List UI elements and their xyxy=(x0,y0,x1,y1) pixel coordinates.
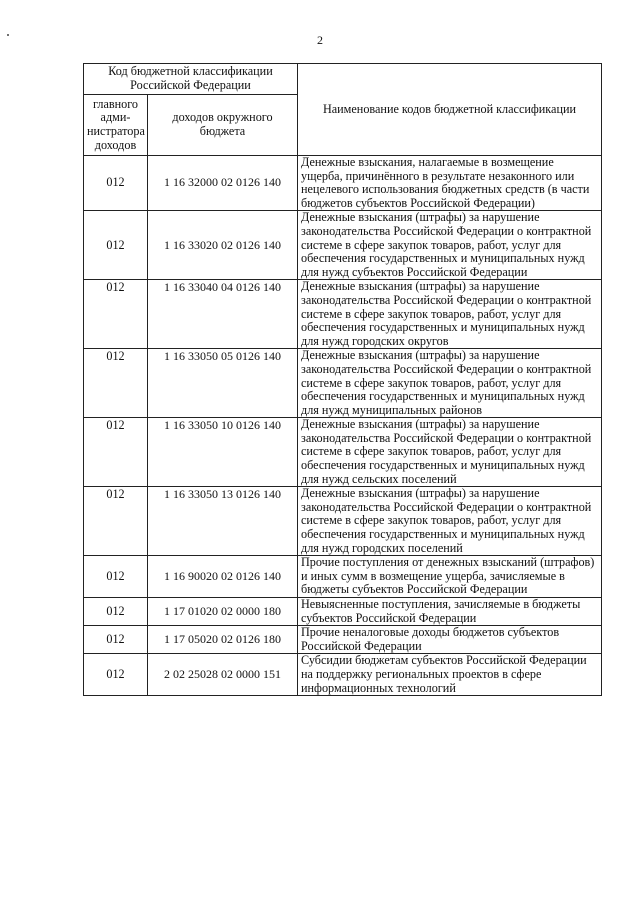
table-row xyxy=(84,487,602,556)
code-name: Невыясненные поступления, зачисляемые в бюджеты субъектов Российской Федерации xyxy=(298,598,602,626)
table-header-row xyxy=(84,64,602,95)
table-row xyxy=(84,211,602,280)
code-name: Денежные взыскания, налагаемые в возмещение ущерба, причинённого в результате незаконного или нецелевого использования бюджетных средств (в части бюджетов субъектов Российской Федерации) xyxy=(298,156,602,211)
table-row xyxy=(84,598,602,626)
admin-code: 012 xyxy=(84,598,148,626)
admin-code: 012 xyxy=(84,156,148,211)
budget-classification-table xyxy=(83,63,602,696)
table-row xyxy=(84,626,602,654)
page-number: 2 xyxy=(317,33,323,47)
admin-code: 012 xyxy=(84,418,148,487)
budget-code: 1 16 33020 02 0126 140 xyxy=(148,211,298,280)
code-name: Прочие поступления от денежных взысканий (штрафов) и иных сумм в возмещение ущерба, зачисляемые в бюджеты субъектов Российской Федерации xyxy=(298,556,602,598)
code-name: Денежные взыскания (штрафы) за нарушение законодательства Российской Федерации о контрактной системе в сфере закупок товаров, работ, услуг для обеспечения государственных и муниципальных нужд для нужд муниципальных районов xyxy=(298,349,602,418)
table-row xyxy=(84,654,602,696)
budget-code: 1 16 90020 02 0126 140 xyxy=(148,556,298,598)
budget-code: 1 17 05020 02 0126 180 xyxy=(148,626,298,654)
table-row xyxy=(84,418,602,487)
header-name-column: Наименование кодов бюджетной классификации xyxy=(298,64,602,156)
header-admin-column: главного адми-нистратора доходов xyxy=(84,95,148,156)
table-row xyxy=(84,556,602,598)
code-name: Денежные взыскания (штрафы) за нарушение законодательства Российской Федерации о контрактной системе в сфере закупок товаров, работ, услуг для обеспечения государственных и муниципальных нужд для нужд субъектов Российской Федерации xyxy=(298,211,602,280)
code-name: Денежные взыскания (штрафы) за нарушение законодательства Российской Федерации о контрактной системе в сфере закупок товаров, работ, услуг для обеспечения государственных и муниципальных нужд для нужд сельских поселений xyxy=(298,418,602,487)
header-group-title: Код бюджетной классификации Российской Федерации xyxy=(84,64,298,95)
budget-code: 1 16 33040 04 0126 140 xyxy=(148,280,298,349)
admin-code: 012 xyxy=(84,349,148,418)
admin-code: 012 xyxy=(84,280,148,349)
code-name: Денежные взыскания (штрафы) за нарушение законодательства Российской Федерации о контрактной системе в сфере закупок товаров, работ, услуг для обеспечения государственных и муниципальных нужд для нужд городских округов xyxy=(298,280,602,349)
table-row xyxy=(84,280,602,349)
admin-code: 012 xyxy=(84,654,148,696)
budget-code: 1 16 33050 10 0126 140 xyxy=(148,418,298,487)
budget-code: 1 16 32000 02 0126 140 xyxy=(148,156,298,211)
table-row xyxy=(84,349,602,418)
admin-code: 012 xyxy=(84,626,148,654)
code-name: Субсидии бюджетам субъектов Российской Федерации на поддержку региональных проектов в сфере информационных технологий xyxy=(298,654,602,696)
table-row xyxy=(84,156,602,211)
code-name: Прочие неналоговые доходы бюджетов субъектов Российской Федерации xyxy=(298,626,602,654)
budget-code: 2 02 25028 02 0000 151 xyxy=(148,654,298,696)
admin-code: 012 xyxy=(84,556,148,598)
header-code-column: доходов окружного бюджета xyxy=(148,95,298,156)
budget-code: 1 17 01020 02 0000 180 xyxy=(148,598,298,626)
admin-code: 012 xyxy=(84,211,148,280)
code-name: Денежные взыскания (штрафы) за нарушение законодательства Российской Федерации о контрактной системе в сфере закупок товаров, работ, услуг для обеспечения государственных и муниципальных нужд для нужд городских поселений xyxy=(298,487,602,556)
admin-code: 012 xyxy=(84,487,148,556)
budget-code: 1 16 33050 05 0126 140 xyxy=(148,349,298,418)
budget-code: 1 16 33050 13 0126 140 xyxy=(148,487,298,556)
